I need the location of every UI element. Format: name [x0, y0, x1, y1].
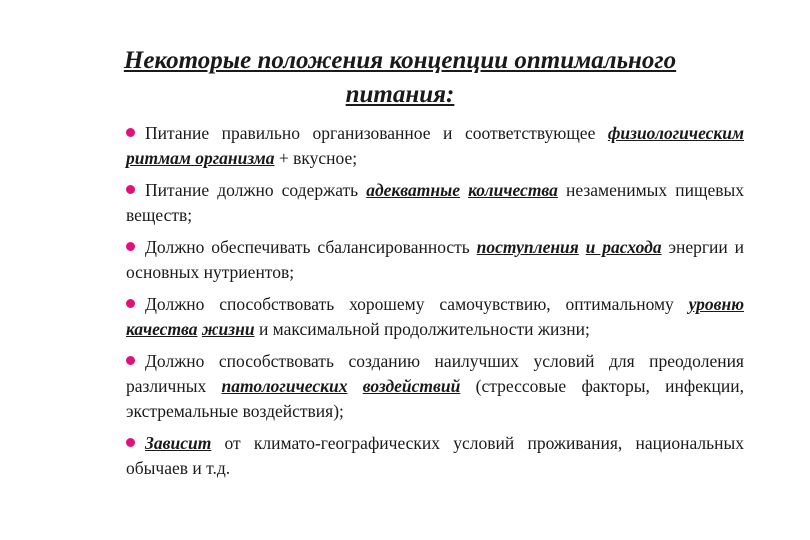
title-line-1: Некоторые положения концепции оптимального [123, 47, 677, 74]
list-item: Питание должно содержать адекватные количества незаменимых пищевых веществ; [126, 180, 744, 225]
emphasis: количества [468, 180, 558, 200]
bullet-dot-icon [126, 242, 135, 251]
bullet-dot-icon [126, 356, 135, 365]
emphasis: Зависит [145, 433, 212, 453]
list-item: Должно способствовать созданию наилучших условий для преодоления различных патологических воздействий (стрессовые факторы, инфекции, экстремальные воздействия); [126, 351, 744, 421]
emphasis: уровню [688, 294, 744, 314]
emphasis: и расхода [585, 237, 662, 257]
emphasis: адекватные [366, 180, 460, 200]
bullet-list [126, 121, 744, 488]
list-item: Должно способствовать хорошему самочувствию, оптимальному уровню качества жизни и максимальной продолжительности жизни; [126, 294, 744, 339]
list-item: Должно обеспечивать сбалансированность поступления и расхода энергии и основных нутриентов; [126, 237, 744, 282]
emphasis: воздействий [362, 376, 461, 396]
emphasis: физиологическим ритмам организма [126, 123, 744, 168]
bullet-dot-icon [126, 128, 135, 137]
title-line-2: питания: [345, 81, 455, 108]
emphasis: жизни [201, 319, 255, 339]
bullet-dot-icon [126, 185, 135, 194]
list-item: Питание правильно организованное и соответствующее физиологическим ритмам организма + вкусное; [126, 123, 744, 168]
emphasis: поступления [476, 237, 579, 257]
slide-title [80, 44, 720, 112]
list-item: Зависит от климато-географических условий проживания, национальных обычаев и т.д. [126, 433, 744, 478]
bullet-dot-icon [126, 438, 135, 447]
emphasis: качества [126, 319, 198, 339]
emphasis: патологических [221, 376, 348, 396]
bullet-dot-icon [126, 299, 135, 308]
